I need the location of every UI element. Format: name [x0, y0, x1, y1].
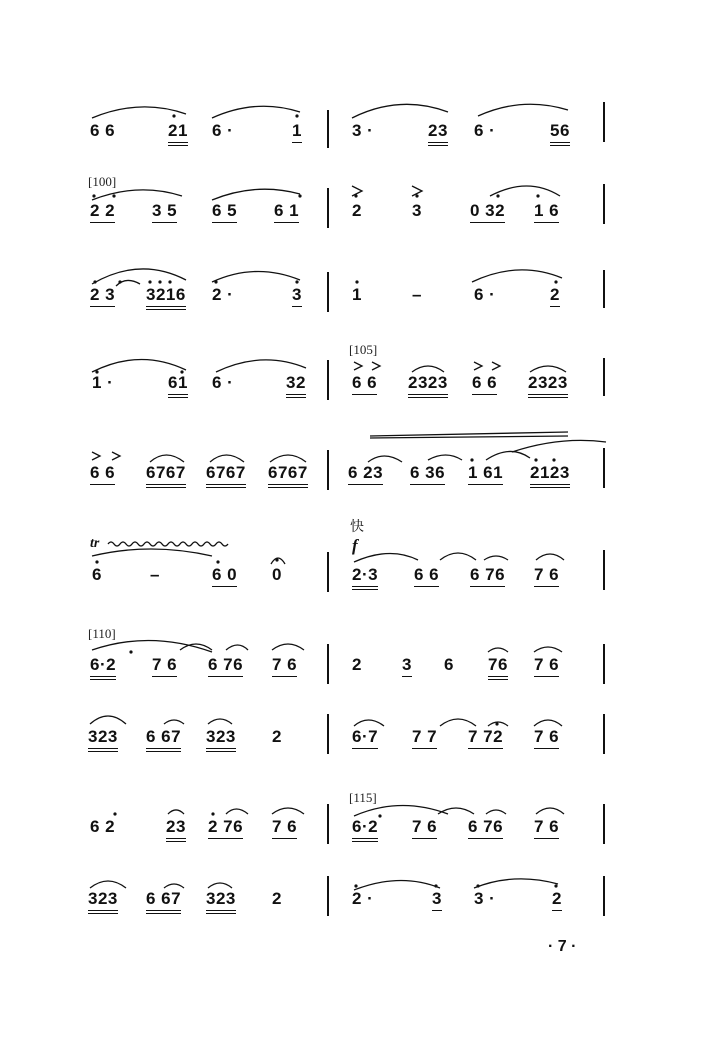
- note-group: 6 ·: [212, 373, 234, 392]
- note-group: 6 67: [146, 728, 181, 752]
- note-group: 7 6: [272, 656, 297, 677]
- note-group: 2: [550, 286, 560, 307]
- note-group: 6 6: [352, 374, 377, 395]
- note-group: 6·2: [90, 656, 116, 680]
- barline: [327, 804, 329, 844]
- page-number: · 7 ·: [548, 938, 577, 955]
- barline: [603, 184, 605, 224]
- note-group: 6 36: [410, 464, 445, 485]
- rehearsal-mark-115: [115]: [349, 790, 377, 805]
- note-group: 7 6: [272, 818, 297, 839]
- note-group: 2323: [528, 374, 568, 398]
- note-group: 6 1: [274, 202, 299, 223]
- note-group: 3 ·: [352, 121, 374, 140]
- barline: [603, 448, 605, 488]
- note-group: 6 23: [348, 464, 383, 485]
- barline: [327, 450, 329, 490]
- note-group: 2 2: [90, 202, 115, 223]
- note-group: 23: [428, 122, 448, 146]
- barline: [327, 714, 329, 754]
- note-group: 7 6: [534, 728, 559, 749]
- note-group: 6·7: [352, 728, 378, 749]
- note-group: 6 67: [146, 890, 181, 914]
- barline: [603, 804, 605, 844]
- note-group: 7 6: [534, 818, 559, 839]
- barline: [603, 550, 605, 590]
- note-group: 6767: [268, 464, 308, 488]
- note-group: 23: [166, 818, 186, 842]
- note-group: 6 6: [90, 464, 115, 485]
- note-group: 2123: [530, 464, 570, 488]
- note-group: 1 6: [534, 202, 559, 223]
- note-group: 323: [206, 728, 236, 752]
- note-group: 7 7: [412, 728, 437, 749]
- note-group: 6 5: [212, 202, 237, 223]
- note-group: –: [412, 285, 422, 304]
- note-group: 0 32: [470, 202, 505, 223]
- note-group: 323: [88, 728, 118, 752]
- note-group: 6: [444, 655, 454, 674]
- note-group: 6 2: [90, 817, 116, 836]
- note-group: 6 0: [212, 566, 237, 587]
- note-group: 3: [402, 656, 412, 677]
- note-group: 323: [88, 890, 118, 914]
- note-group: 1: [352, 285, 362, 304]
- note-group: 0: [272, 565, 282, 584]
- note-group: 323: [206, 890, 236, 914]
- note-group: 7 6: [534, 656, 559, 677]
- tempo-marking: 快: [350, 519, 364, 535]
- note-group: 6 ·: [212, 121, 234, 140]
- note-group: 32: [286, 374, 306, 398]
- barline: [603, 102, 605, 142]
- note-group: 76: [488, 656, 508, 680]
- note-group: 2: [352, 201, 362, 220]
- note-group: 2 ·: [212, 285, 234, 304]
- dynamic-marking: f: [352, 536, 358, 555]
- note-group: 2: [272, 889, 282, 908]
- note-group: 6 6: [472, 374, 497, 395]
- note-group: 6·2: [352, 818, 378, 842]
- note-group: 6767: [206, 464, 246, 488]
- note-group: 7 6: [534, 566, 559, 587]
- note-group: 2: [352, 655, 362, 674]
- rehearsal-mark-105: [105]: [349, 342, 378, 357]
- note-group: 6 76: [468, 818, 503, 839]
- note-group: 6767: [146, 464, 186, 488]
- note-group: 6: [92, 565, 102, 584]
- barline: [603, 358, 605, 396]
- note-group: 7 72: [468, 728, 503, 749]
- note-group: 6 76: [470, 566, 505, 587]
- barline: [603, 714, 605, 754]
- note-group: 2: [552, 890, 562, 911]
- barline: [327, 110, 329, 148]
- barline: [327, 188, 329, 228]
- barline: [603, 644, 605, 684]
- note-group: 56: [550, 122, 570, 146]
- note-group: 2: [272, 727, 282, 746]
- barline: [603, 270, 605, 308]
- note-group: 6 ·: [474, 285, 496, 304]
- note-group: 1 61: [468, 464, 503, 485]
- rehearsal-mark-100: [100]: [88, 174, 117, 189]
- note-group: 21: [168, 122, 188, 146]
- barline: [327, 360, 329, 400]
- note-group: 1: [292, 122, 302, 143]
- note-group: –: [150, 565, 160, 584]
- note-group: 61: [168, 374, 188, 398]
- rehearsal-mark-110: [110]: [88, 626, 116, 641]
- note-group: 6 76: [208, 656, 243, 677]
- note-group: 2·3: [352, 566, 378, 590]
- note-group: 2 3: [90, 286, 115, 307]
- note-group: 3 ·: [474, 889, 496, 908]
- note-group: 2 ·: [352, 889, 374, 908]
- barline: [327, 644, 329, 684]
- note-group: 7 6: [412, 818, 437, 839]
- note-group: 6 6: [414, 566, 439, 587]
- note-group: 6 ·: [474, 121, 496, 140]
- barline: [603, 876, 605, 916]
- note-group: 7 6: [152, 656, 177, 677]
- barline: [327, 552, 329, 592]
- note-group: 3216: [146, 286, 186, 310]
- note-group: 3: [432, 890, 442, 911]
- note-group: 3: [412, 201, 422, 220]
- note-group: 3 5: [152, 202, 177, 223]
- note-group: 6 6: [90, 121, 116, 140]
- barline: [327, 272, 329, 312]
- note-group: 3: [292, 286, 302, 307]
- note-group: 2 76: [208, 818, 243, 839]
- note-group: 2323: [408, 374, 448, 398]
- note-group: 1 ·: [92, 373, 114, 392]
- trill-marking: tr: [90, 536, 100, 551]
- barline: [327, 876, 329, 916]
